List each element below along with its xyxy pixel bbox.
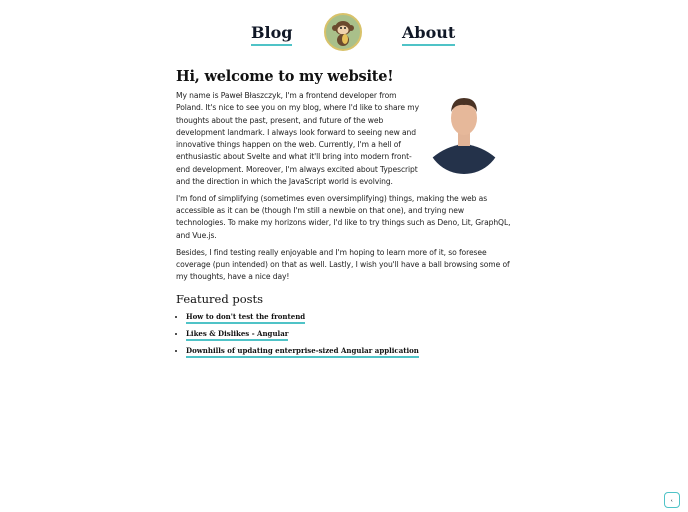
nav-about-link[interactable]: About: [402, 24, 455, 46]
intro-paragraph-2: I'm fond of simplifying (sometimes even oversimplifying) things, making the web as accessible as it can be (though I'm still a newbie on that one), and trying new technologies. To make my horizons wider, I'd like to try things such as Deno, Lit, GraphQL, and Vue.js.: [176, 193, 511, 240]
page-title: Hi, welcome to my website!: [176, 68, 394, 85]
intro-paragraph-3: Besides, I find testing really enjoyable and I'm hoping to learn more of it, so foresee coverage (pun intended) on that as well. Lastly, I wish you'll have a ball browsing some of my thoughts, have a nice day!: [176, 247, 510, 282]
home-logo-link[interactable]: [324, 13, 362, 51]
nav-blog-link[interactable]: Blog: [251, 24, 292, 46]
monkey-logo-icon: [326, 15, 360, 49]
featured-posts-heading: Featured posts: [176, 292, 264, 307]
featured-posts-list: [176, 311, 512, 357]
moon-icon: [671, 496, 673, 505]
theme-toggle-button[interactable]: [664, 492, 680, 508]
list-item: [186, 345, 512, 357]
intro-paragraph-1: My name is Paweł Błaszczyk, I'm a frontend developer from Poland. It's nice to see you on my blog, where I'd like to share my thoughts about the past, present, and future of the web development landmark. I always look forward to seeing new and innovative things happen on the web. Currently, I'm a hell of enthusiastic about Svelte and what it'll bring into modern front-end development. Moreover, I'm always excited about Typescript and the direction in which the JavaScript world is evolving.: [176, 91, 419, 187]
featured-post-link-3[interactable]: Downhills of updating enterprise-sized Angular application: [186, 346, 419, 358]
author-portrait-icon: [426, 82, 502, 178]
top-nav: [0, 12, 688, 56]
main-content: [176, 68, 512, 362]
author-photo: [426, 82, 502, 178]
featured-post-link-1[interactable]: How to don't test the frontend: [186, 312, 305, 324]
list-item: [186, 328, 512, 340]
featured-post-link-2[interactable]: Likes & Dislikes - Angular: [186, 329, 288, 341]
list-item: [186, 311, 512, 323]
